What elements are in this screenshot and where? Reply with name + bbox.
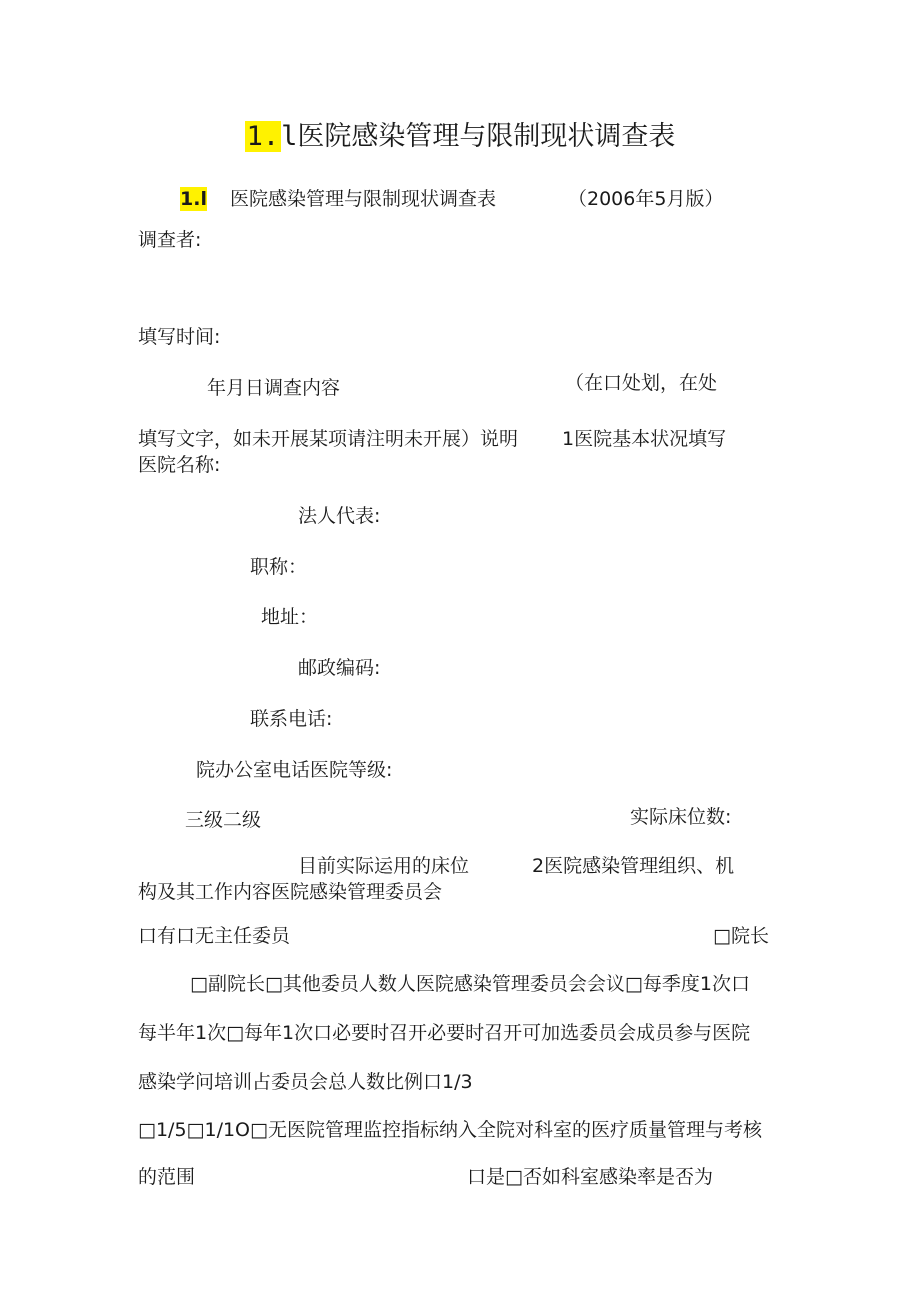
dean-option: □院长 [713, 925, 769, 947]
date-content-label: 年月日调查内容 [207, 377, 341, 399]
meeting-frequency-line: 每半年1次□每年1次口必要时召开必要时召开可加选委员会成员参与医院 [138, 1022, 751, 1044]
subtitle-text: 医院感染管理与限制现状调查表 [230, 188, 497, 210]
investigator-label: 调查者: [138, 229, 202, 251]
title-number: 1. [246, 121, 280, 152]
address-label: 地址： [261, 606, 319, 628]
office-phone-level-label: 院办公室电话医院等级: [196, 759, 393, 781]
yes-no-options: 口是□否如科室感染率是否为 [467, 1166, 713, 1188]
scope-label: 的范围 [138, 1166, 196, 1188]
contact-phone-label: 联系电话: [250, 708, 333, 730]
section-2-continued: 构及其工作内容医院感染管理委员会 [138, 881, 443, 903]
job-title-label: 职称： [250, 556, 308, 578]
title-sub-number: l [281, 121, 298, 152]
beds-in-use-label: 目前实际运用的床位 [298, 855, 470, 877]
section-2-heading: 2医院感染管理组织、机 [532, 855, 735, 877]
section-1-heading: 1医院基本状况填写 [562, 428, 727, 450]
legal-rep-label: 法人代表: [298, 505, 381, 527]
hospital-grade-options: 三级二级 [185, 809, 262, 831]
subtitle-version: （2006年5月版） [568, 188, 724, 210]
actual-beds-label: 实际床位数: [630, 806, 732, 828]
instruction-text-a: （在口处划，在处 [565, 372, 718, 394]
committee-options: 口有口无主任委员 [138, 925, 291, 947]
postal-code-label: 邮政编码: [298, 657, 381, 679]
training-ratio-line: 感染学问培训占委员会总人数比例口1/3 [138, 1071, 473, 1093]
ratio-options-line: □1/5□1/1O□无医院管理监控指标纳入全院对科室的医疗质量管理与考核 [138, 1119, 762, 1141]
hospital-name-label: 医院名称: [138, 454, 221, 476]
instruction-text-b: 填写文字，如未开展某项请注明未开展）说明 [138, 428, 519, 450]
title-text: 医院感染管理与限制现状调查表 [297, 121, 676, 152]
vice-dean-meeting-line: □副院长□其他委员人数人医院感染管理委员会会议□每季度1次口 [190, 973, 750, 995]
page-title [0, 120, 920, 154]
subtitle-number: 1.l [180, 188, 207, 210]
fill-time-label: 填写时间: [138, 326, 221, 348]
